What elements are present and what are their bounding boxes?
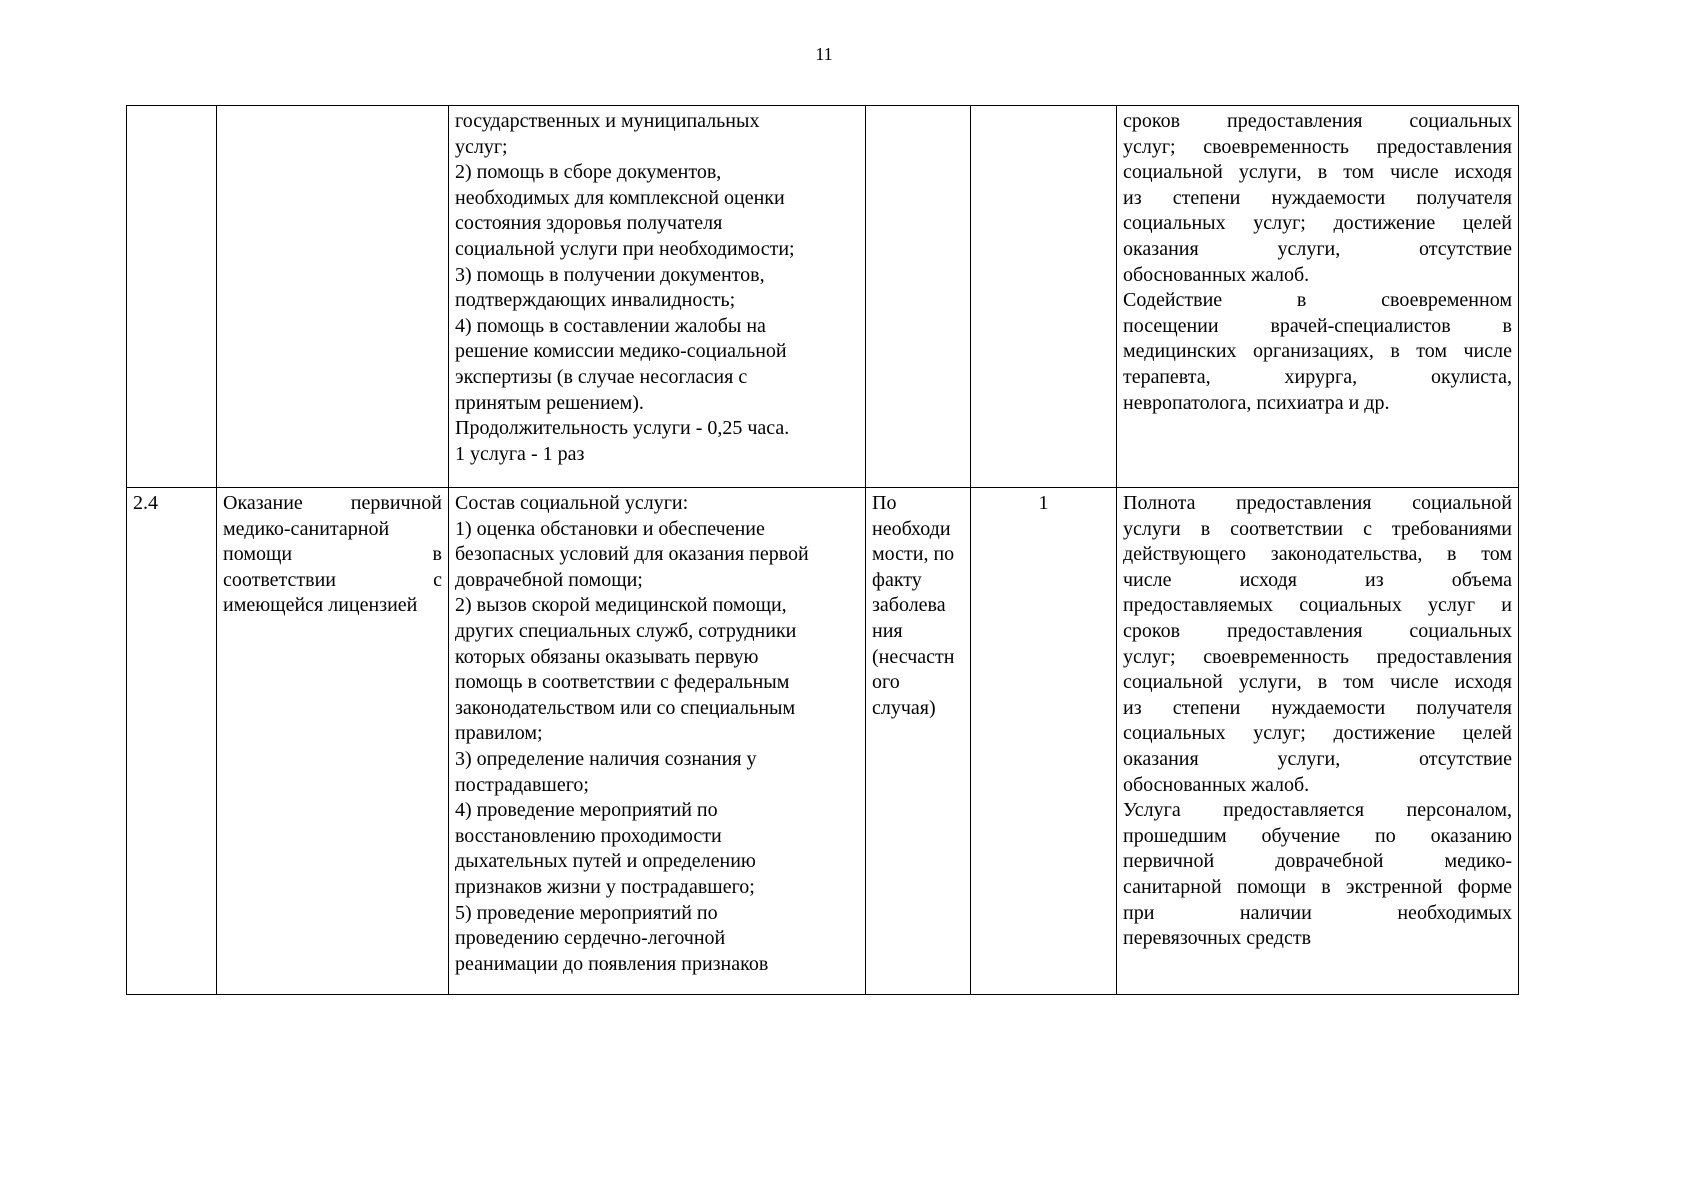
cell-volume xyxy=(971,106,1117,488)
service-name-line: медико-санитарной xyxy=(223,517,390,540)
cell-service-name xyxy=(217,488,449,995)
service-content-line: законодательством или со специальным xyxy=(455,696,796,719)
quality-indicator-line: обоснованных жалоб. xyxy=(1123,773,1310,796)
service-content-line: принятым решением). xyxy=(455,391,644,414)
service-content-line: экспертизы (в случае несогласия с xyxy=(455,365,748,388)
cell-number xyxy=(127,488,217,995)
quality-indicator-line: посещении врачей-специалистов в xyxy=(1123,314,1512,337)
quality-indicator-line: сроков предоставления социальных xyxy=(1123,619,1512,642)
service-content-line: дыхательных путей и определению xyxy=(455,850,756,873)
volume-value: 1 xyxy=(1038,492,1049,514)
quality-indicator-line: социальной услуги, в том числе исходя xyxy=(1123,161,1512,184)
service-content-line: 3) определение наличия сознания у xyxy=(455,747,757,770)
cell-service-content xyxy=(449,106,866,488)
service-content-line: подтверждающих инвалидность; xyxy=(455,289,736,312)
service-name-line: Оказание первичной xyxy=(223,492,442,514)
quality-indicator-line: из степени нуждаемости получателя xyxy=(1123,696,1512,719)
service-content-line: услуг; xyxy=(455,135,508,158)
service-content-line: безопасных условий для оказания первой xyxy=(455,543,809,566)
quality-indicator-line: Полнота предоставления социальной xyxy=(1123,492,1512,514)
quality-indicator-line: услуги в соответствии с требованиями xyxy=(1123,517,1512,540)
service-content-line: решение комиссии медико-социальной xyxy=(455,340,787,363)
service-content-line: доврачебной помощи; xyxy=(455,568,643,591)
periodicity-line: заболева xyxy=(872,594,946,617)
periodicity-line: мости, по xyxy=(872,543,955,566)
service-content-line: Продолжительность услуги - 0,25 часа. xyxy=(455,417,790,440)
service-content-line: необходимых для комплексной оценки xyxy=(455,186,785,209)
service-content-line: состояния здоровья получателя xyxy=(455,212,723,235)
service-name-line: имеющейся лицензией xyxy=(223,594,418,617)
service-content-line: 5) проведение мероприятий по xyxy=(455,901,718,924)
periodicity-line: случая) xyxy=(872,696,936,719)
quality-indicator-line: при наличии необходимых xyxy=(1123,901,1512,924)
quality-indicator-line: социальной услуги, в том числе исходя xyxy=(1123,671,1512,694)
service-content-line: социальной услуги при необходимости; xyxy=(455,237,795,260)
periodicity-line: По xyxy=(872,492,897,514)
service-content-line: 2) вызов скорой медицинской помощи, xyxy=(455,594,787,617)
table-row xyxy=(127,488,1519,995)
quality-indicator-line: социальных услуг; достижение целей xyxy=(1123,212,1512,235)
quality-indicator-line: санитарной помощи в экстренной форме xyxy=(1123,875,1512,898)
quality-indicator-line: оказания услуги, отсутствие xyxy=(1123,237,1512,260)
periodicity-line: ого xyxy=(872,671,900,694)
quality-indicator-line: невропатолога, психиатра и др. xyxy=(1123,391,1390,414)
cell-quality-indicators xyxy=(1117,106,1519,488)
quality-indicator-line: Услуга предоставляется персоналом, xyxy=(1123,799,1512,822)
service-content-line: восстановлению проходимости xyxy=(455,824,722,847)
cell-volume xyxy=(971,488,1117,995)
quality-indicator-line: сроков предоставления социальных xyxy=(1123,110,1512,132)
page-number: 11 xyxy=(815,44,833,64)
quality-indicator-line: числе исходя из объема xyxy=(1123,568,1512,591)
cell-service-content xyxy=(449,488,866,995)
quality-indicator-line: из степени нуждаемости получателя xyxy=(1123,186,1512,209)
service-content-line: 1 услуга - 1 раз xyxy=(455,442,585,465)
service-content-line: 3) помощь в получении документов, xyxy=(455,263,765,286)
quality-indicator-line: Содействие в своевременном xyxy=(1123,289,1512,312)
service-content-line: пострадавшего; xyxy=(455,773,589,796)
periodicity-line: (несчастн xyxy=(872,645,955,668)
service-content-line: помощь в соответствии с федеральным xyxy=(455,671,790,694)
cell-periodicity xyxy=(866,488,971,995)
service-content-line: 4) проведение мероприятий по xyxy=(455,799,718,822)
service-content-line: проведению сердечно-легочной xyxy=(455,927,726,950)
service-content-line: признаков жизни у пострадавшего; xyxy=(455,875,755,898)
service-content-line: других специальных служб, сотрудники xyxy=(455,619,797,642)
periodicity-line: необходи xyxy=(872,517,951,540)
cell-quality-indicators xyxy=(1117,488,1519,995)
quality-indicator-line: прошедшим обучение по оказанию xyxy=(1123,824,1512,847)
cell-number xyxy=(127,106,217,488)
quality-indicator-line: услуг; своевременность предоставления xyxy=(1123,645,1512,668)
quality-indicator-line: терапевта, хирурга, окулиста, xyxy=(1123,365,1512,388)
service-content-line: 4) помощь в составлении жалобы на xyxy=(455,314,766,337)
quality-indicator-line: социальных услуг; достижение целей xyxy=(1123,722,1512,745)
service-content-line: Состав социальной услуги: xyxy=(455,492,689,514)
quality-indicator-line: услуг; своевременность предоставления xyxy=(1123,135,1512,158)
quality-indicator-line: первичной доврачебной медико- xyxy=(1123,850,1512,873)
periodicity-line: факту xyxy=(872,568,922,591)
table-row xyxy=(127,106,1519,488)
service-name-line: помощи в xyxy=(223,543,442,566)
service-content-line: которых обязаны оказывать первую xyxy=(455,645,759,668)
periodicity-line: ния xyxy=(872,619,903,642)
quality-indicator-line: обоснованных жалоб. xyxy=(1123,263,1310,286)
quality-indicator-line: действующего законодательства, в том xyxy=(1123,543,1512,566)
service-content-line: 2) помощь в сборе документов, xyxy=(455,161,722,184)
service-name-line: соответствии с xyxy=(223,568,442,591)
cell-periodicity xyxy=(866,106,971,488)
service-content-line: государственных и муниципальных xyxy=(455,110,760,132)
row-number: 2.4 xyxy=(133,492,158,514)
service-content-line: правилом; xyxy=(455,722,543,745)
quality-indicator-line: предоставляемых социальных услуг и xyxy=(1123,594,1512,617)
cell-service-name xyxy=(217,106,449,488)
quality-indicator-line: оказания услуги, отсутствие xyxy=(1123,747,1512,770)
service-content-line: реанимации до появления признаков xyxy=(455,952,769,975)
quality-indicator-line: медицинских организациях, в том числе xyxy=(1123,340,1512,363)
services-table xyxy=(126,105,1519,995)
quality-indicator-line: перевязочных средств xyxy=(1123,927,1312,950)
service-content-line: 1) оценка обстановки и обеспечение xyxy=(455,517,765,540)
